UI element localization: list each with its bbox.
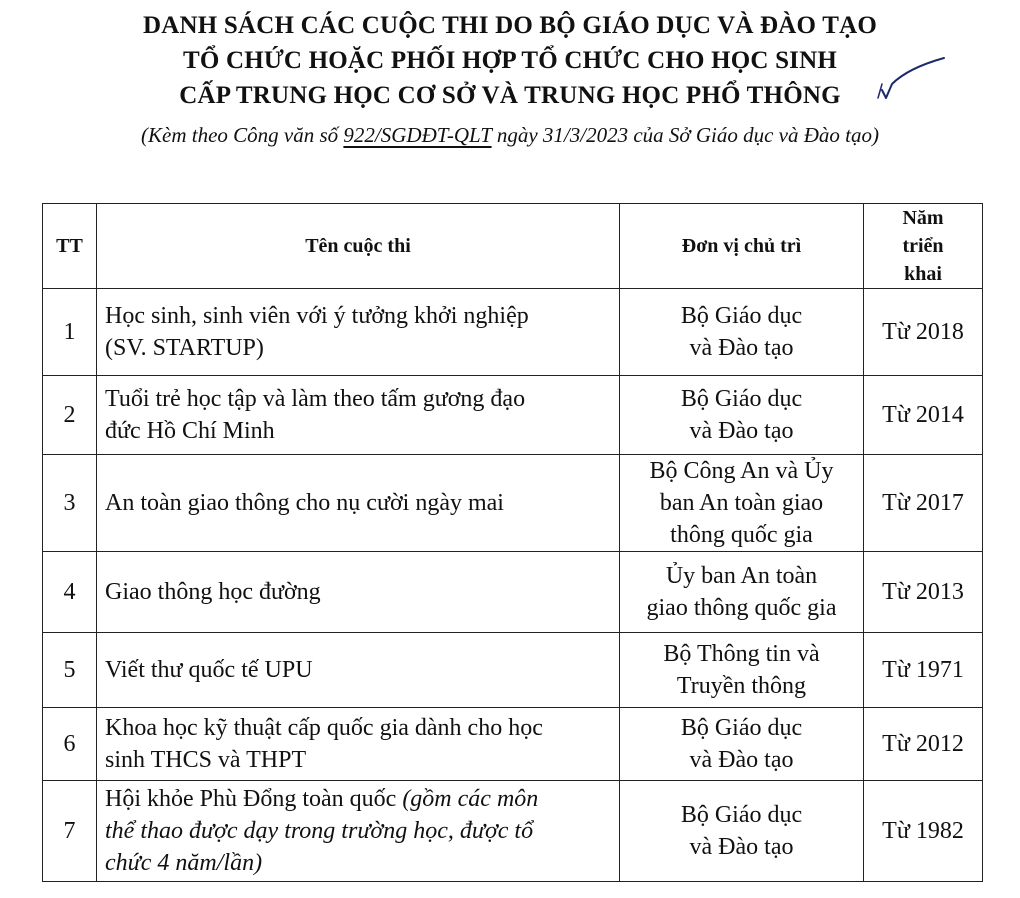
host-organization-line: Bộ Thông tin và xyxy=(663,641,820,667)
header-name: Tên cuộc thi xyxy=(97,204,620,289)
subtitle-suffix: ngày 31/3/2023 của Sở Giáo dục và Đào tạo) xyxy=(491,123,879,147)
host-organization-line: Truyền thông xyxy=(676,673,807,699)
contest-name-line: (SV. STARTUP) xyxy=(105,335,264,361)
header-year-line: khai xyxy=(904,263,942,285)
host-organization xyxy=(620,552,864,633)
host-organization-line: ban An toàn giao xyxy=(659,490,824,516)
host-organization-line: Bộ Giáo dục xyxy=(680,802,803,828)
host-organization-line: Ủy ban An toàn xyxy=(665,563,818,589)
start-year: Từ 2012 xyxy=(864,708,983,781)
contest-name-note: (gồm các môn xyxy=(402,786,539,812)
table-row xyxy=(43,633,983,708)
host-organization xyxy=(620,708,864,781)
host-organization xyxy=(620,781,864,882)
contest-name-line: Giao thông học đường xyxy=(105,579,321,605)
host-organization-line: Bộ Giáo dục xyxy=(680,386,803,412)
contest-name-line: An toàn giao thông cho nụ cười ngày mai xyxy=(105,490,504,516)
host-organization xyxy=(620,289,864,376)
contest-name-line: đức Hồ Chí Minh xyxy=(105,418,275,444)
host-organization-line: giao thông quốc gia xyxy=(646,595,837,621)
contest-name xyxy=(97,633,620,708)
header-org: Đơn vị chủ trì xyxy=(620,204,864,289)
table-row xyxy=(43,455,983,552)
contest-name xyxy=(97,289,620,376)
host-organization xyxy=(620,376,864,455)
host-organization-line: và Đào tạo xyxy=(689,747,794,773)
contest-name-line: Học sinh, sinh viên với ý tưởng khởi nghiệp xyxy=(105,303,529,329)
title-line-3: CẤP TRUNG HỌC CƠ SỞ VÀ TRUNG HỌC PHỔ THÔNG xyxy=(179,82,841,109)
header-year xyxy=(864,204,983,289)
host-organization-line: và Đào tạo xyxy=(689,834,794,860)
table-row xyxy=(43,708,983,781)
host-organization-line: Bộ Giáo dục xyxy=(680,715,803,741)
subtitle-prefix: (Kèm theo Công văn số xyxy=(141,123,344,147)
host-organization-line: và Đào tạo xyxy=(689,418,794,444)
row-number: 4 xyxy=(43,552,97,633)
title-line-1: DANH SÁCH CÁC CUỘC THI DO BỘ GIÁO DỤC VÀ ĐÀO TẠO xyxy=(143,12,877,39)
contest-name xyxy=(97,552,620,633)
host-organization-line: thông quốc gia xyxy=(670,522,813,548)
subtitle-doc-ref: 922/SGDĐT-QLT xyxy=(343,123,492,147)
row-number: 3 xyxy=(43,455,97,552)
contests-table xyxy=(42,203,983,882)
document-title xyxy=(0,8,1020,113)
contest-name xyxy=(97,455,620,552)
table-row xyxy=(43,552,983,633)
header-year-line: triển xyxy=(902,235,944,257)
row-number: 2 xyxy=(43,376,97,455)
start-year: Từ 1982 xyxy=(864,781,983,882)
title-line-2: TỔ CHỨC HOẶC PHỐI HỢP TỔ CHỨC CHO HỌC SINH xyxy=(182,47,838,74)
header-year-line: Năm xyxy=(902,207,944,229)
contest-name-line: Khoa học kỹ thuật cấp quốc gia dành cho học xyxy=(105,715,543,741)
header-tt: TT xyxy=(43,204,97,289)
contest-name xyxy=(97,376,620,455)
host-organization xyxy=(620,455,864,552)
table-header-row xyxy=(43,204,983,289)
row-number: 7 xyxy=(43,781,97,882)
host-organization-line: và Đào tạo xyxy=(689,335,794,361)
start-year: Từ 2017 xyxy=(864,455,983,552)
contest-name-line: Tuổi trẻ học tập và làm theo tấm gương đạo xyxy=(105,386,526,412)
start-year: Từ 2018 xyxy=(864,289,983,376)
table-row xyxy=(43,289,983,376)
contest-name xyxy=(97,708,620,781)
row-number: 6 xyxy=(43,708,97,781)
contest-name xyxy=(97,781,620,882)
host-organization xyxy=(620,633,864,708)
host-organization-line: Bộ Giáo dục xyxy=(680,303,803,329)
contest-name-line: sinh THCS và THPT xyxy=(105,747,307,773)
row-number: 5 xyxy=(43,633,97,708)
contest-name-note: chức 4 năm/lần) xyxy=(105,850,263,876)
start-year: Từ 2014 xyxy=(864,376,983,455)
table-row xyxy=(43,781,983,882)
document-subtitle xyxy=(0,120,1020,150)
start-year: Từ 2013 xyxy=(864,552,983,633)
row-number: 1 xyxy=(43,289,97,376)
handwritten-check-mark-icon xyxy=(868,54,948,104)
host-organization-line: Bộ Công An và Ủy xyxy=(649,458,834,484)
contest-name-line: Viết thư quốc tế UPU xyxy=(105,657,313,683)
start-year: Từ 1971 xyxy=(864,633,983,708)
table-row xyxy=(43,376,983,455)
contest-name-line: Hội khỏe Phù Đổng toàn quốc xyxy=(105,786,403,812)
contest-name-note: thể thao được dạy trong trường học, được tổ xyxy=(105,818,534,844)
